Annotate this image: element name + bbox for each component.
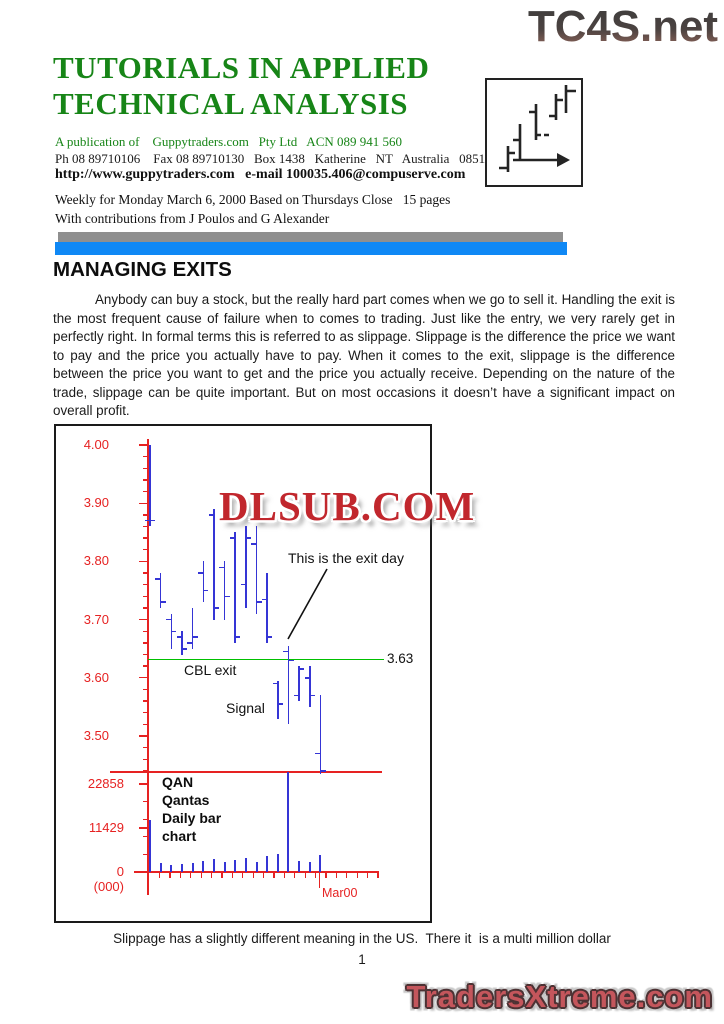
cbl-exit-line [148,659,384,661]
x-axis-tick [180,872,181,878]
x-axis-tick [377,872,378,878]
price-minor-tick [143,537,148,538]
section-heading: MANAGING EXITS [53,258,232,281]
chart-type-line1: Daily bar [162,810,222,826]
volume-minor-tick [143,836,148,837]
footer-sentence: Slippage has a slightly different meaning in the US. There it is a multi million dollar [113,931,611,946]
price-bar-close-tick [204,590,209,592]
x-axis-tick [242,872,243,878]
price-bar [149,445,151,526]
price-bar [266,573,268,643]
chart-type-line2: chart [162,828,197,844]
price-major-tick [139,677,148,678]
x-axis-tick [201,872,202,878]
tc4s-logo-text: TC4S.net [528,2,718,48]
price-minor-tick [143,526,148,527]
volume-bar [213,859,215,872]
price-bar-open-tick [241,584,246,586]
x-axis-month-label: Mar00 [322,886,358,900]
divider-blue-bar [55,242,567,255]
volume-bar [309,862,311,872]
exit-day-annotation: This is the exit day [288,550,404,566]
price-bar [224,561,226,619]
volume-minor-tick [143,801,148,802]
x-axis-tick [263,872,264,878]
dlsub-watermark: DLSUB.COM [219,483,476,529]
price-minor-tick [143,479,148,480]
x-axis-tick [315,872,316,878]
x-axis-tick [284,872,285,878]
price-bar-close-tick [257,601,262,603]
price-bar-open-tick [294,695,299,697]
price-bar-open-tick [155,578,160,580]
price-minor-tick [143,584,148,585]
x-axis-tick [211,872,212,878]
price-bar-close-tick [278,703,283,705]
masthead-title [53,50,429,122]
x-axis-tick [190,872,191,878]
price-tick-label: 3.70 [83,611,109,627]
cbl-level-label: 3.63 [387,651,414,666]
price-bar-open-tick [273,683,278,685]
volume-bar [277,854,279,872]
volume-tick-label: 0 [116,864,124,879]
price-minor-tick [143,491,148,492]
price-minor-tick [143,712,148,713]
volume-bar [224,862,226,872]
price-bar [192,608,194,649]
x-axis-tick [357,872,358,878]
x-axis-month-tick [319,872,320,888]
price-bar [288,646,290,725]
volume-bar [287,772,289,872]
volume-major-tick [139,827,148,828]
price-bar-close-tick [193,636,198,638]
volume-minor-tick [143,819,148,820]
price-bar-open-tick [209,514,214,516]
price-tick-label: 4.00 [83,437,109,452]
issue-date-line: Weekly for Monday March 6, 2000 Based on Thursdays Close 15 pages [55,192,451,207]
price-bar-close-tick [268,636,273,638]
x-axis-tick [159,872,160,878]
price-minor-tick [143,549,148,550]
price-bar-open-tick [145,520,150,522]
price-minor-tick [143,747,148,748]
price-minor-tick [143,642,148,643]
price-bar-close-tick [300,668,305,670]
website-email-line: http://www.guppytraders.com e-mail 100035.406@compuserve.com [55,167,466,182]
price-minor-tick [143,665,148,666]
tc4s-logo [522,2,718,48]
price-minor-tick [143,456,148,457]
price-minor-tick [143,759,148,760]
cbl-exit-annotation: CBL exit [184,662,237,678]
volume-bar [170,865,172,872]
body-paragraph: Anybody can buy a stock, but the really hard part comes when we go to sell it. Handling the exit is the most frequent cause of failure when to comes to trading. Just like the entry, we very rarely get in perfectly right. In formal terms this is referred to as slippage. Slippage is the difference the price we want to pay and the price you actually have to pay. When it comes to the exit, slippage is the difference between the price you want to get and the price you actually receive. Depending on the nature of the trade, slippage can be quite important. But on most occasions it doesn’t have a significant impact on overall profit. [53,292,675,418]
price-bar [298,666,300,701]
exit-day-pointer-line [284,566,332,644]
x-axis-tick [253,872,254,878]
price-tick-label: 3.80 [83,553,109,569]
x-axis-tick [346,872,347,878]
volume-bar [256,862,258,872]
price-major-tick [139,735,148,736]
step-bars-arrow-icon [487,80,581,185]
price-minor-tick [143,514,148,515]
volume-bar [192,863,194,872]
x-axis-tick [367,872,368,878]
masthead-chart-logo-box [485,78,583,187]
price-bar-close-tick [289,660,294,662]
price-minor-tick [143,596,148,597]
price-bar-open-tick [198,572,203,574]
tradersxtreme-logo: TradersXtreme.com [406,979,713,1014]
price-minor-tick [143,700,148,701]
price-major-tick [139,444,148,445]
price-bar-open-tick [166,619,171,621]
price-bar-close-tick [172,631,177,633]
price-bar-open-tick [315,753,320,755]
price-bar [181,631,183,654]
masthead-title-line2: TECHNICAL ANALYSIS [53,86,409,121]
price-bar-close-tick [183,648,188,650]
volume-major-tick [139,783,148,784]
price-bar-open-tick [251,543,256,545]
price-bar-open-tick [187,642,192,644]
price-bar-close-tick [151,520,156,522]
price-tick-label: 3.90 [83,495,109,511]
volume-bar [234,860,236,872]
price-bar-open-tick [283,651,288,653]
contact-line: Ph 08 89710106 Fax 08 89710130 Box 1438 Katherine NT Australia 0851 [55,151,486,166]
price-bar-close-tick [236,636,241,638]
price-minor-tick [143,631,148,632]
page-number: 1 [358,952,366,967]
volume-bar [266,856,268,872]
price-bar [203,561,205,602]
price-major-tick [139,561,148,562]
price-bar [213,509,215,620]
volume-bar [245,858,247,872]
masthead-title-line1: TUTORIALS IN APPLIED [53,50,430,85]
volume-bar [202,861,204,872]
chart-title-block [162,773,221,845]
price-bar-close-tick [246,537,251,539]
x-axis-tick [325,872,326,878]
price-bar-open-tick [177,636,182,638]
price-minor-tick [143,689,148,690]
volume-units-label: (000) [93,879,124,894]
price-bar [320,695,322,774]
price-bar [277,681,279,719]
volume-minor-tick [143,854,148,855]
divider-shadow-bar [58,232,563,242]
x-axis-tick [273,872,274,878]
x-axis-tick [221,872,222,878]
price-tick-label: 3.60 [83,669,109,685]
price-bar-close-tick [161,601,166,603]
contributors-line: With contributions from J Poulos and G Alexander [55,211,330,226]
price-bar-open-tick [262,599,267,601]
price-bar-close-tick [215,607,220,609]
publication-line: A publication of Guppytraders.com Pty Ltd ACN 089 941 560 [55,134,403,149]
price-bar-open-tick [305,677,310,679]
qan-daily-bar-chart [54,424,476,923]
price-bar-open-tick [219,567,224,569]
volume-tick-label: 11429 [88,820,124,835]
price-minor-tick [143,654,148,655]
price-major-tick [139,619,148,620]
chart-symbol: QAN [162,774,194,790]
chart-company: Qantas [162,792,210,808]
price-minor-tick [143,607,148,608]
pane-separator-line [110,771,382,773]
volume-bar [149,820,151,872]
price-bar-close-tick [321,770,326,772]
price-bar [309,666,311,707]
price-major-tick [139,503,148,504]
x-axis-tick [294,872,295,878]
x-axis-tick [305,872,306,878]
price-minor-tick [143,572,148,573]
volume-bar [160,863,162,872]
price-minor-tick [143,468,148,469]
price-minor-tick [143,724,148,725]
price-bar-close-tick [225,596,230,598]
price-tick-label: 3.50 [83,728,109,743]
price-bar [234,532,236,643]
price-bar-close-tick [310,695,315,697]
price-bar-open-tick [230,537,235,539]
x-axis-tick [169,872,170,878]
signal-annotation: Signal [226,700,265,716]
x-axis-tick [336,872,337,878]
volume-bar [181,864,183,872]
volume-tick-label: 22858 [87,776,124,791]
volume-bar [298,861,300,872]
volume-bar [319,855,321,872]
x-axis-tick [232,872,233,878]
